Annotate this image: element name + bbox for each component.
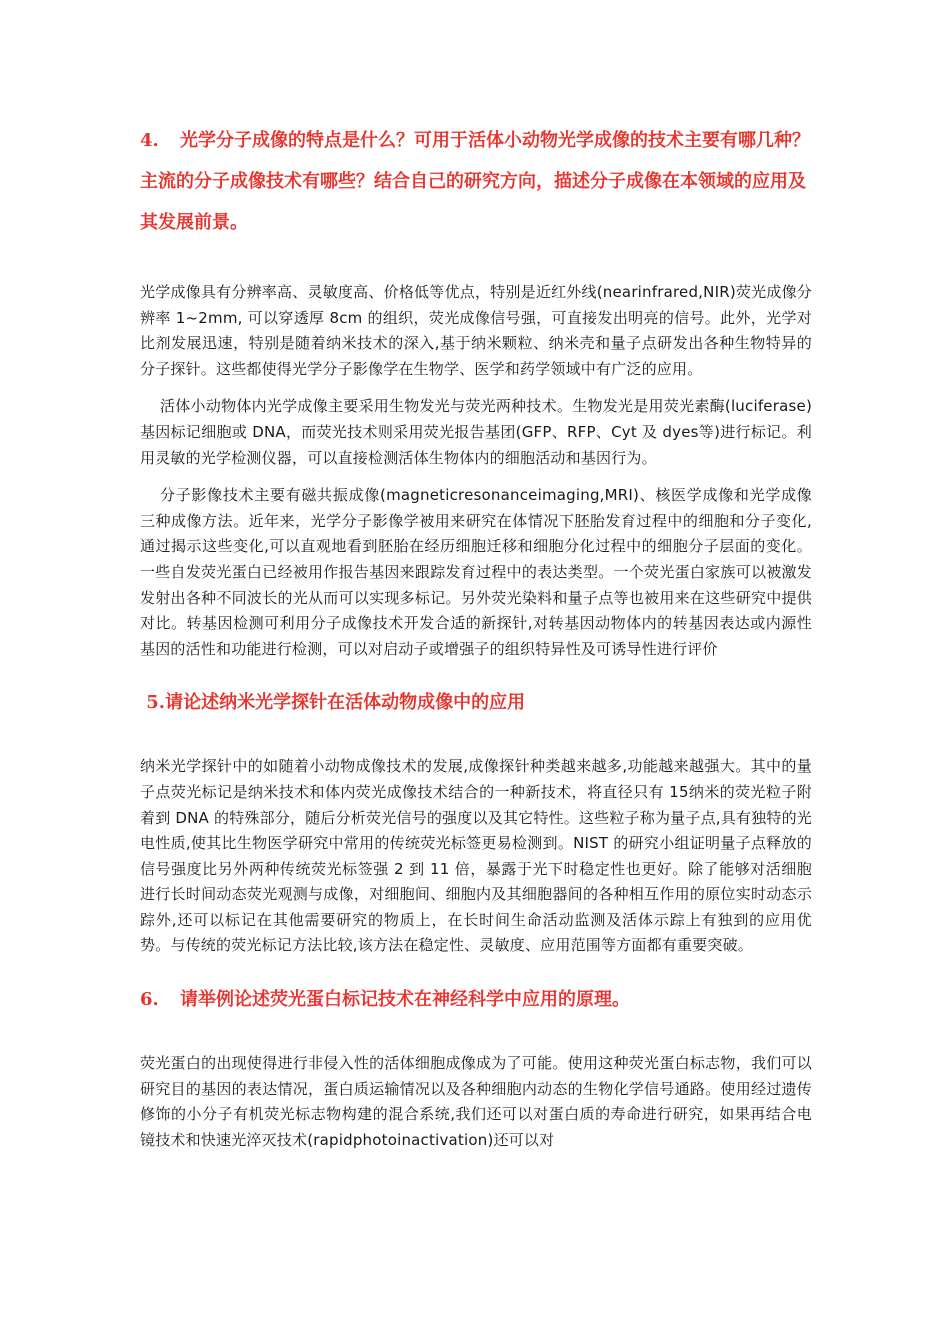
question-4-number: 4. <box>140 130 159 151</box>
question-5-title: 请论述纳米光学探针在活体动物成像中的应用 <box>165 692 526 714</box>
answer-4-paragraph-2: 活体小动物体内光学成像主要采用生物发光与荧光两种技术。生物发光是用荧光素酶(luciferase)基因标记细胞或 DNA，而荧光技术则采用荧光报告基团(GFP、RFP、Cyt 及 dyes等)进行标记。利用灵敏的光学检测仪器，可以直接检测活体生物体内的细胞活动和基因行为。 <box>140 397 812 467</box>
question-6-number: 6. <box>140 989 159 1011</box>
question-5-number: 5. <box>146 692 166 714</box>
answer-5-paragraph-1: 纳米光学探针中的如随着小动物成像技术的发展,成像探针种类越来越多,功能越来越强大。其中的量子点荧光标记是纳米技术和体内荧光成像技术结合的一种新技术，将直径只有 15纳米的荧光粒子附着到 DNA 的特殊部分，随后分析荧光信号的强度以及其它特性。这些粒子称为量子点,具有独特的光电性质,使其比生物医学研究中常用的传统荧光标签更易检测到。NIST 的研究小组证明量子点释放的信号强度比另外两种传统荧光标签强 2 到 11 倍，暴露于光下时稳定性也更好。除了能够对活细胞进行长时间动态荧光观测与成像，对细胞间、细胞内及其细胞器间的各种相互作用的原位实时动态示踪外,还可以标记在其他需要研究的物质上，在长时间生命活动监测及活体示踪上有独到的应用优势。与传统的荧光标记方法比较,该方法在稳定性、灵敏度、应用范围等方面都有重要突破。 <box>140 757 812 955</box>
answer-4-paragraph-3: 分子影像技术主要有磁共振成像(magneticresonanceimaging,MRI)、核医学成像和光学成像三种成像方法。近年来，光学分子影像学被用来研究在体情况下胚胎发育过程中的细胞和分子变化,通过揭示这些变化,可以直观地看到胚胎在经历细胞迁移和细胞分化过程中的细胞分子层面的变化。一些自发荧光蛋白已经被用作报告基因来跟踪发育过程中的表达类型。一个荧光蛋白家族可以被激发发射出各种不同波长的光从而可以实现多标记。另外荧光染料和量子点等也被用来在这些研究中提供对比。转基因检测可利用分子成像技术开发合适的新探针,对转基因动物体内的转基因表达或内源性基因的活性和功能进行检测，可以对启动子或增强子的组织特异性及可诱导性进行评价 <box>140 486 812 658</box>
question-6-heading <box>140 985 812 1015</box>
question-5-heading <box>140 688 812 718</box>
question-4-heading <box>140 120 812 243</box>
document-content <box>140 120 812 1153</box>
answer-6-paragraph-1: 荧光蛋白的出现使得进行非侵入性的活体细胞成像成为了可能。使用这种荧光蛋白标志物，我们可以研究目的基因的表达情况，蛋白质运输情况以及各种细胞内动态的生物化学信号通路。使用经过遗传修饰的小分子有机荧光标志物构建的混合系统,我们还可以对蛋白质的寿命进行研究，如果再结合电镜技术和快速光淬灭技术(rapidphotoinactivation)还可以对 <box>140 1054 812 1149</box>
answer-4-paragraph-1: 光学成像具有分辨率高、灵敏度高、价格低等优点，特别是近红外线(nearinfrared,NIR)荧光成像分辨率 1~2mm, 可以穿透厚 8cm 的组织，荧光成像信号强，可直接发出明亮的信号。此外，光学对比剂发展迅速，特别是随着纳米技术的深入,基于纳米颗粒、纳米壳和量子点研发出各种生物特异的分子探针。这些都使得光学分子影像学在生物学、医学和药学领域中有广泛的应用。 <box>140 283 812 378</box>
question-4-title: 光学分子成像的特点是什么？可用于活体小动物光学成像的技术主要有哪几种？主流的分子成像技术有哪些？结合自己的研究方向，描述分子成像在本领域的应用及其发展前景。 <box>140 130 810 233</box>
question-6-title: 请举例论述荧光蛋白标记技术在神经科学中应用的原理。 <box>180 989 630 1011</box>
